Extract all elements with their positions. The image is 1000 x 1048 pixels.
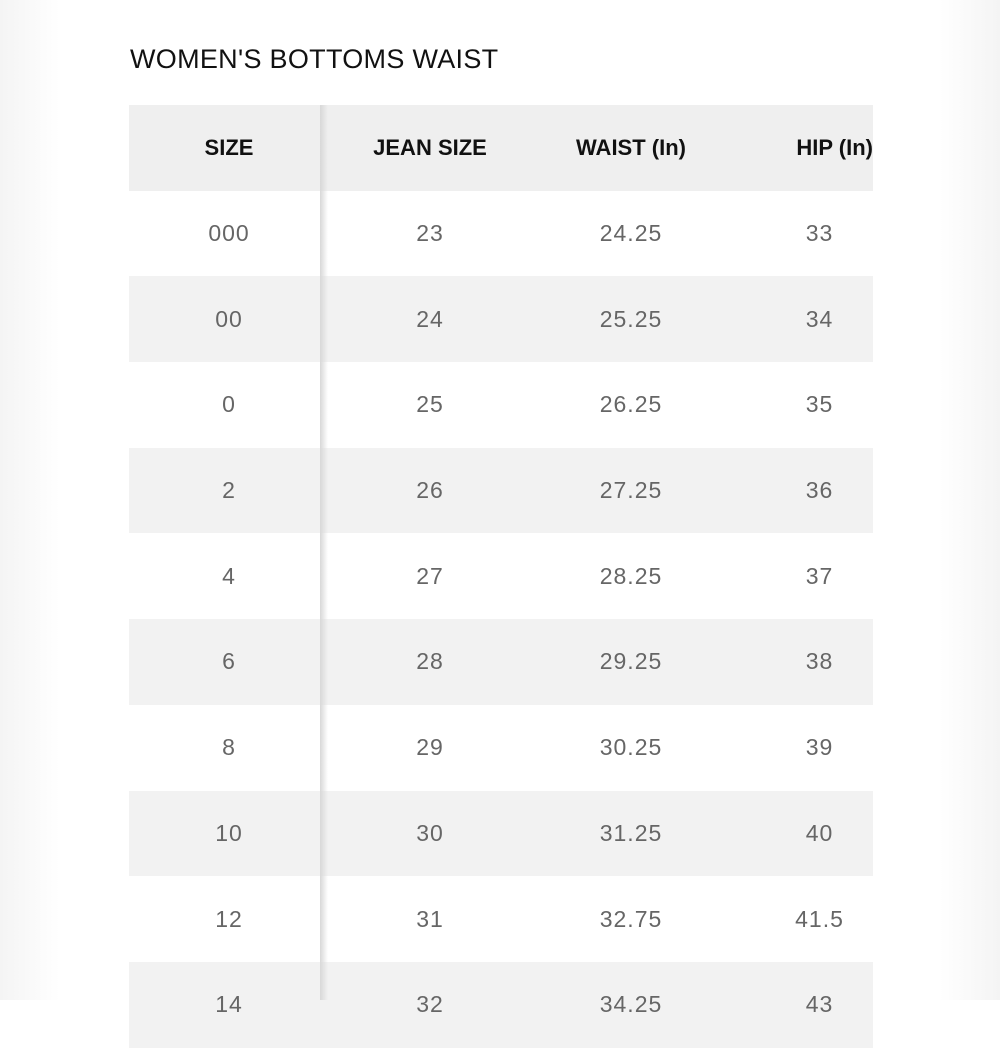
cell-size: 00 [215, 305, 243, 332]
cell-size: 4 [222, 562, 236, 589]
table-row [129, 619, 873, 705]
cell-hip: 36 [805, 477, 834, 504]
cell-size: 14 [215, 991, 243, 1018]
table-row [129, 876, 873, 962]
cell-jean-size: 29 [416, 734, 444, 761]
header-waist: WAIST (In) [576, 134, 686, 160]
table-row [129, 533, 873, 619]
header-size: SIZE [204, 134, 254, 160]
cell-jean-size: 27 [416, 562, 444, 589]
cell-hip: 39 [805, 734, 834, 761]
cell-jean-size: 28 [416, 648, 444, 675]
cell-jean-size: 31 [416, 905, 444, 932]
cell-size: 2 [222, 477, 236, 504]
cell-waist: 28.25 [599, 562, 663, 589]
cell-jean-size: 24 [416, 305, 444, 332]
cell-jean-size: 25 [416, 391, 444, 418]
cell-hip: 40 [805, 819, 834, 846]
cell-waist: 29.25 [599, 648, 663, 675]
cell-waist: 25.25 [599, 305, 663, 332]
table-header-row [129, 105, 873, 191]
cell-waist: 34.25 [599, 991, 663, 1018]
table-row [129, 448, 873, 534]
table-row [129, 191, 873, 277]
table-row [129, 791, 873, 877]
cell-hip: 34 [805, 305, 834, 332]
cell-waist: 32.75 [599, 905, 663, 932]
cell-hip: 35 [805, 391, 834, 418]
cell-hip: 43 [805, 991, 834, 1018]
page-title: WOMEN'S BOTTOMS WAIST [130, 44, 499, 74]
cell-size: 0 [222, 391, 236, 418]
cell-jean-size: 26 [416, 477, 444, 504]
cell-waist: 26.25 [599, 391, 663, 418]
cell-size: 000 [208, 220, 250, 247]
size-table[interactable] [129, 105, 873, 1018]
cell-waist: 31.25 [599, 819, 663, 846]
cell-size: 12 [215, 905, 243, 932]
header-jean-size: JEAN SIZE [373, 134, 487, 160]
cell-waist: 27.25 [599, 477, 663, 504]
table-row [129, 362, 873, 448]
table-row [129, 276, 873, 362]
cell-hip: 33 [805, 220, 834, 247]
cell-size: 6 [222, 648, 236, 675]
table-row [129, 962, 873, 1048]
cell-size: 8 [222, 734, 236, 761]
cell-jean-size: 23 [416, 220, 444, 247]
cell-jean-size: 32 [416, 991, 444, 1018]
cell-hip: 38 [805, 648, 834, 675]
cell-hip: 41.5 [795, 905, 844, 932]
cell-waist: 24.25 [599, 220, 663, 247]
cell-hip: 37 [805, 562, 834, 589]
cell-waist: 30.25 [599, 734, 663, 761]
cell-jean-size: 30 [416, 819, 444, 846]
table-body [129, 191, 873, 1048]
header-hip: HIP (In) [796, 134, 873, 160]
cell-size: 10 [215, 819, 243, 846]
table-row [129, 705, 873, 791]
